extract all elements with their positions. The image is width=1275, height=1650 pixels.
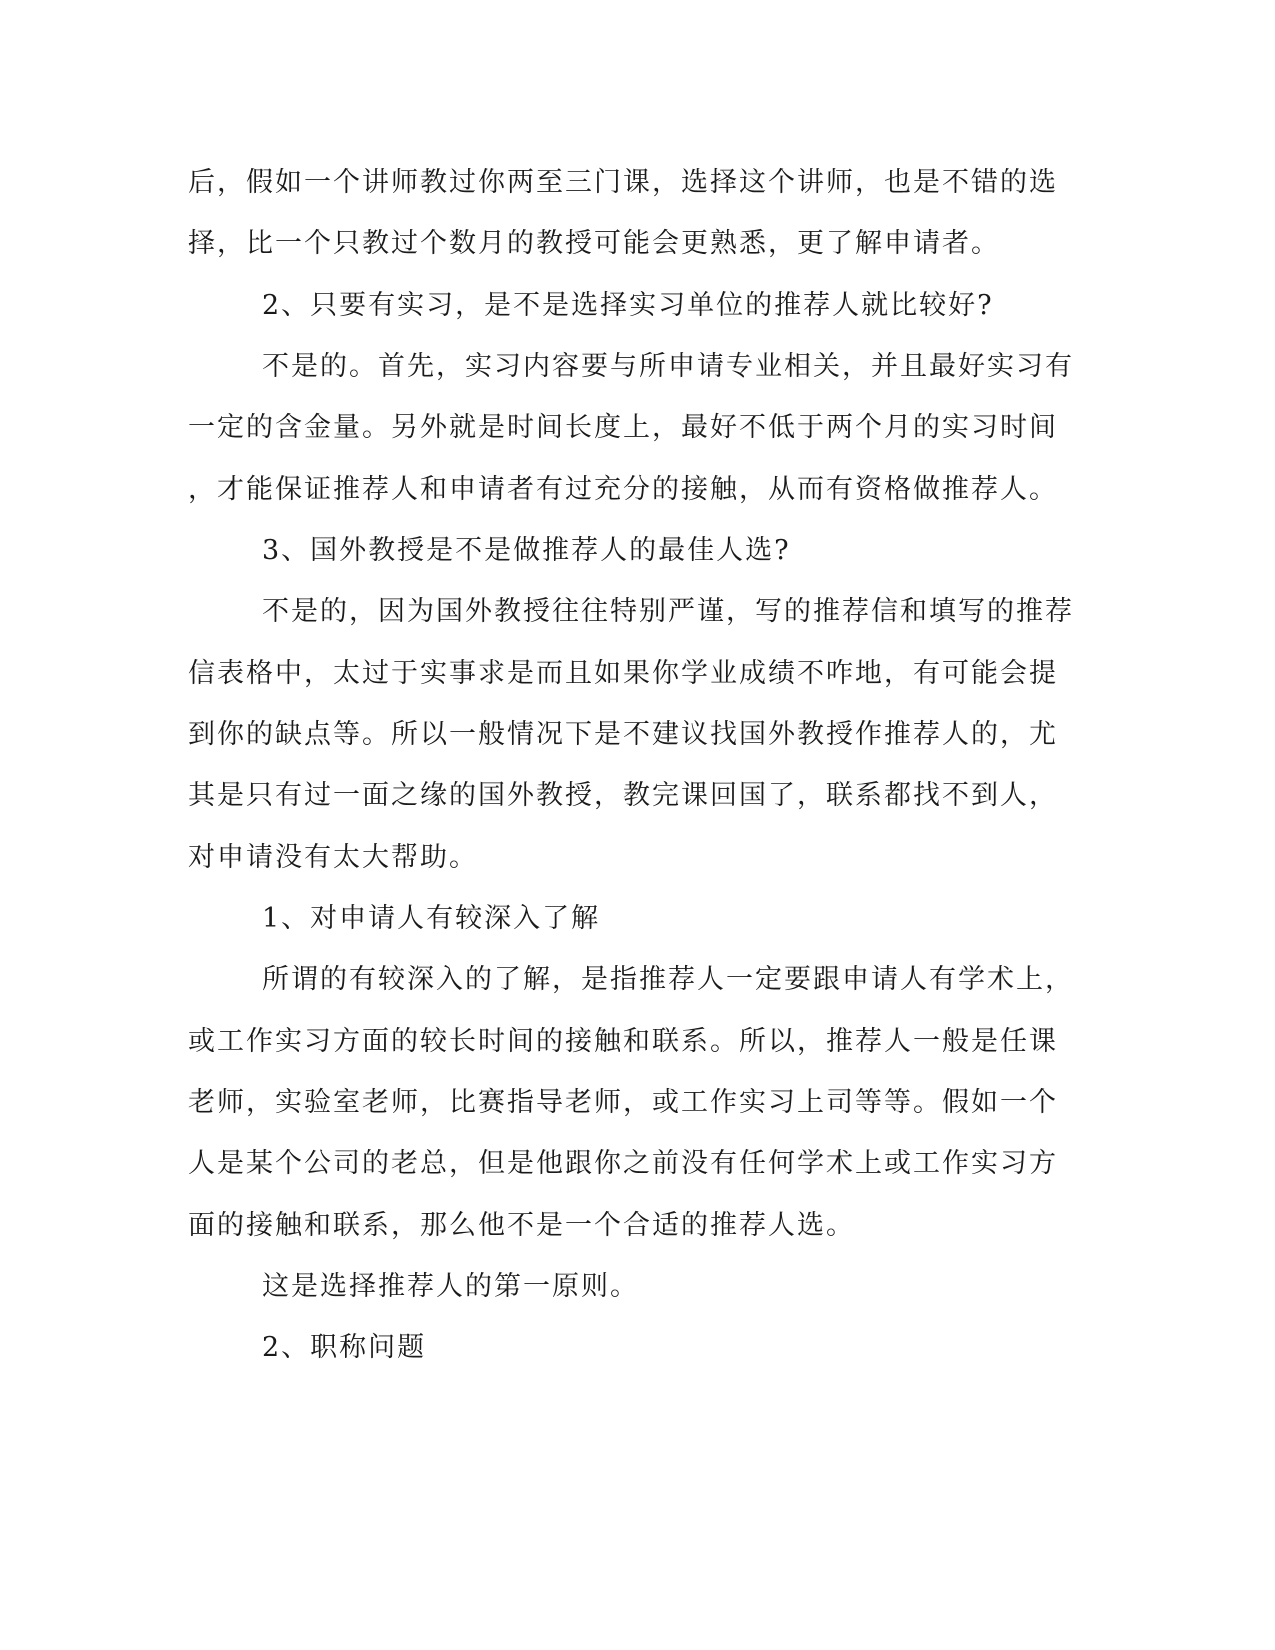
text-line: 其是只有过一面之缘的国外教授，教完课回国了，联系都找不到人， bbox=[188, 780, 1058, 811]
text-line: 人是某个公司的老总，但是他跟你之前没有任何学术上或工作实习方 bbox=[188, 1148, 1058, 1179]
text-line: 或工作实习方面的较长时间的接触和联系。所以，推荐人一般是任课 bbox=[188, 1026, 1058, 1057]
section-heading: 1、对申请人有较深入了解 bbox=[262, 903, 601, 934]
text-line: 到你的缺点等。所以一般情况下是不建议找国外教授作推荐人的，尤 bbox=[188, 719, 1058, 750]
text-line: 信表格中，太过于实事求是而且如果你学业成绩不咋地，有可能会提 bbox=[188, 658, 1058, 689]
text-line: 这是选择推荐人的第一原则。 bbox=[262, 1271, 639, 1302]
text-line: 面的接触和联系，那么他不是一个合适的推荐人选。 bbox=[188, 1210, 855, 1241]
section-heading: 2、职称问题 bbox=[262, 1332, 427, 1363]
question-heading: 3、国外教授是不是做推荐人的最佳人选? bbox=[262, 535, 791, 566]
text-line: 择，比一个只教过个数月的教授可能会更熟悉，更了解申请者。 bbox=[188, 228, 1000, 259]
text-line: 对申请没有太大帮助。 bbox=[188, 842, 478, 873]
text-line: 一定的含金量。另外就是时间长度上，最好不低于两个月的实习时间 bbox=[188, 412, 1058, 443]
question-heading: 2、只要有实习，是不是选择实习单位的推荐人就比较好? bbox=[262, 290, 994, 321]
text-line: ，才能保证推荐人和申请者有过充分的接触，从而有资格做推荐人。 bbox=[188, 474, 1058, 505]
text-line: 不是的，因为国外教授往往特别严谨，写的推荐信和填写的推荐 bbox=[262, 596, 1074, 627]
text-line: 老师，实验室老师，比赛指导老师，或工作实习上司等等。假如一个 bbox=[188, 1087, 1058, 1118]
text-line: 所谓的有较深入的了解，是指推荐人一定要跟申请人有学术上， bbox=[262, 964, 1074, 995]
text-line: 后，假如一个讲师教过你两至三门课，选择这个讲师，也是不错的选 bbox=[188, 167, 1058, 198]
text-line: 不是的。首先，实习内容要与所申请专业相关，并且最好实习有 bbox=[262, 351, 1074, 382]
